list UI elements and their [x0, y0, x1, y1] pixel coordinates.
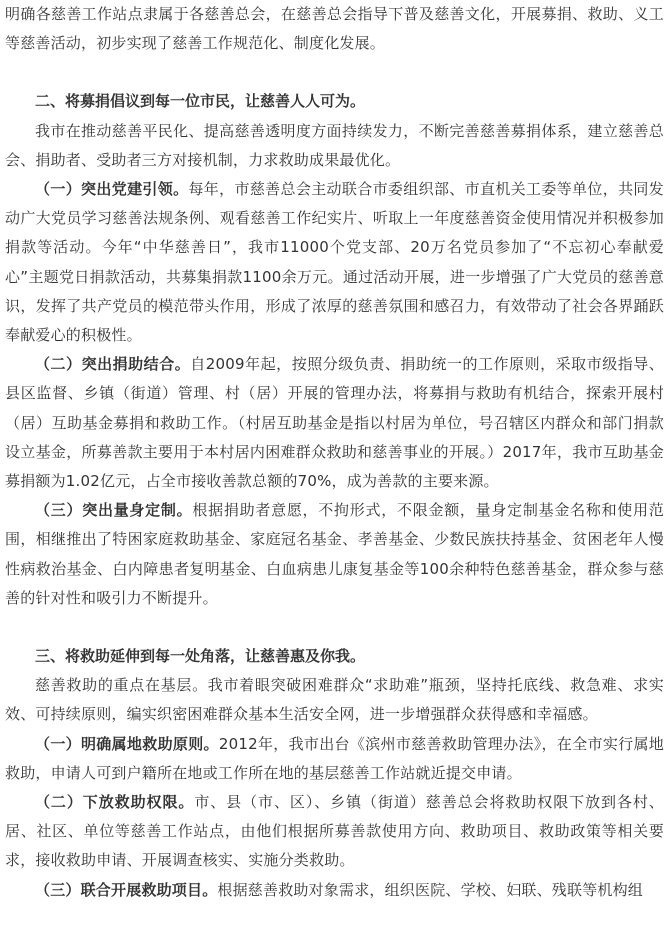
section2-item-1-body: 每年，市慈善总会主动联合市委组织部、市直机关工委等单位，共同发动广大党员学习慈善法规条例、观看慈善工作纪实片、听取上一年度慈善资金使用情况并积极参加捐款等活动。今年“中华慈善日”，我市11000个党支部、20万名党员参加了“不忘初心奉献爱心”主题党日捐款活动，共募集捐款1100余万元。通过活动开展，进一步增强了广大党员的慈善意识，发挥了共产党员的模范带头作用，形成了浓厚的慈善氛围和感召力，有效带动了社会各界踊跃奉献爱心的积极性。: [5, 180, 664, 345]
section2-item-3-body: 根据捐助者意愿，不拘形式，不限金额，量身定制基金名称和使用范围，相继推出了特困家庭救助基金、家庭冠名基金、孝善基金、少数民族扶持基金、贫困老年人慢性病救治基金、白内障患者复明基金、白血病患儿康复基金等100余种特色慈善基金，群众参与慈善的针对性和吸引力不断提升。: [5, 501, 664, 607]
section2-intro: 我市在推动慈善平民化、提高慈善透明度方面持续发力，不断完善慈善募捐体系，建立慈善总会、捐助者、受助者三方对接机制，力求救助成果最优化。: [5, 121, 664, 169]
section3-item-3-lead: （三）联合开展救助项目。: [35, 880, 218, 899]
document-body: [5, 0, 664, 905]
section2-item-2-lead: （二）突出捐助结合。: [35, 355, 191, 374]
section3-item-2-lead: （二）下放救助权限。: [35, 793, 195, 812]
section2-item-3: [5, 496, 664, 613]
section2-item-3-lead: （三）突出量身定制。: [35, 501, 193, 520]
section3-item-2-body: 市、县（市、区）、乡镇（街道）慈善总会将救助权限下放到各村、居、社区、单位等慈善工作站点，由他们根据所募善款使用方向、救助项目、救助政策等相关要求，接收救助申请、开展调查核实、实施分类救助。: [5, 793, 664, 870]
section2-item-2-body: 自2009年起，按照分级负责、捐助统一的工作原则，采取市级指导、县区监督、乡镇（街道）管理、村（居）开展的管理办法，将募捐与救助有机结合，探索开展村（居）互助基金募捐和救助工作。（村居互助基金是指以村居为单位，号召辖区内群众和部门捐款设立基金，所募善款主要用于本村居内困难群众救助和慈善事业的开展。）2017年，我市互助基金募捐额为1.02亿元，占全市接收善款总额的70%，成为善款的主要来源。: [5, 355, 664, 491]
paragraph-gap: [5, 613, 664, 642]
section3-item-1-lead: （一）明确属地救助原则。: [35, 734, 219, 753]
section3-item-1-body: 2012年，我市出台《滨州市慈善救助管理办法》，在全市实行属地救助，申请人可到户籍所在地或工作所在地的基层慈善工作站就近提交申请。: [5, 734, 664, 782]
section2-item-2: [5, 350, 664, 496]
section3-item-3-body: 根据慈善救助对象需求，组织医院、学校、妇联、残联等机构组: [217, 880, 644, 899]
section3-item-1: [5, 730, 664, 788]
section2-heading: 二、将募捐倡议到每一位市民，让慈善人人可为。: [35, 92, 366, 111]
section2-item-1-lead: （一）突出党建引领。: [35, 180, 189, 199]
intro-tail-paragraph: 明确各慈善工作站点隶属于各慈善总会，在慈善总会指导下普及慈善文化，开展募捐、救助、义工等慈善活动，初步实现了慈善工作规范化、制度化发展。: [5, 5, 664, 53]
section3-item-3: [5, 876, 664, 905]
section3-item-2: [5, 788, 664, 876]
section3-heading: 三、将救助延伸到每一处角落，让慈善惠及你我。: [35, 647, 366, 666]
section2-item-1: [5, 175, 664, 350]
paragraph-gap: [5, 58, 664, 87]
section3-intro: 慈善救助的重点在基层。我市着眼突破困难群众“求助难”瓶颈，坚持托底线、救急难、求实效、可持续原则，编实织密困难群众基本生活安全网，进一步增强群众获得感和幸福感。: [5, 676, 664, 724]
